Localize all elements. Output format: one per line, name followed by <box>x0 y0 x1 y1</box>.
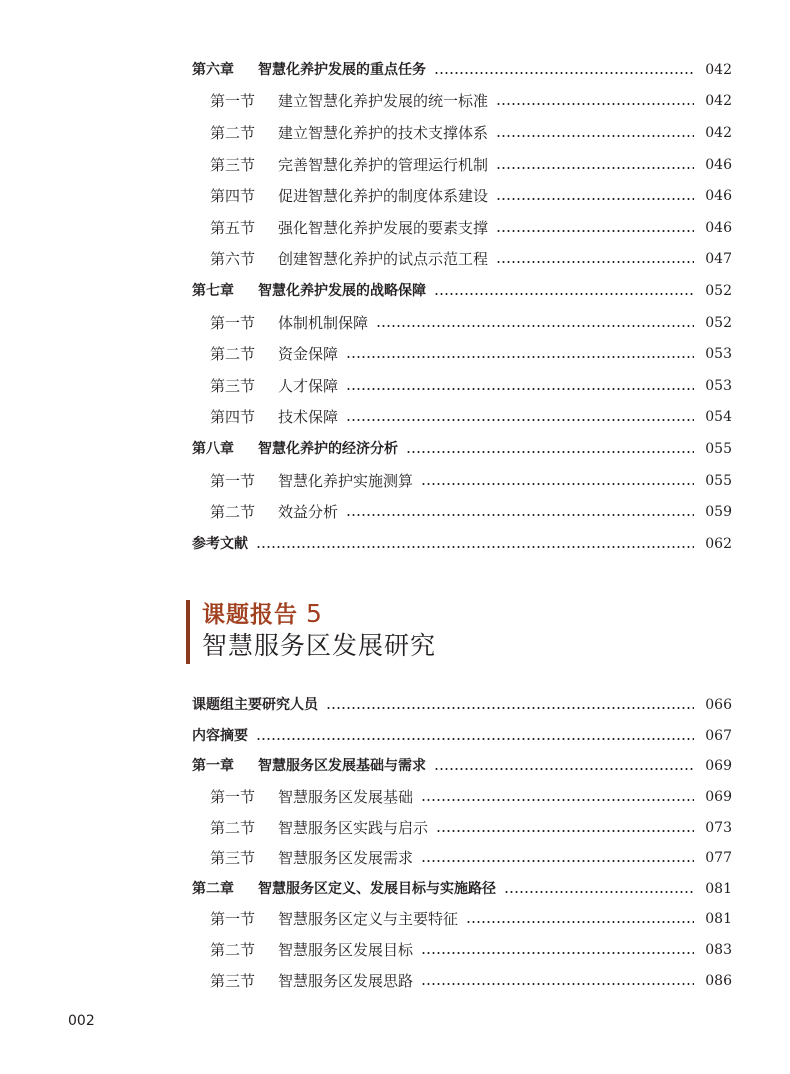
toc-chapter-row <box>192 54 732 86</box>
toc-leader-dots <box>346 419 694 421</box>
toc-entry-title: 智慧服务区定义与主要特征 <box>278 910 459 929</box>
toc-entry-page: 042 <box>705 93 732 110</box>
toc-entry-number: 第一节 <box>210 92 256 111</box>
toc-section-row <box>192 180 732 212</box>
toc-entry-page: 053 <box>705 377 732 394</box>
toc-chapter-row <box>192 275 732 307</box>
toc-entry-number: 第三节 <box>210 971 256 990</box>
toc-entry-page: 081 <box>705 880 732 897</box>
toc-entry-page: 053 <box>705 346 732 363</box>
toc-entry-page: 042 <box>705 61 732 78</box>
toc-entry-title: 强化智慧化养护发展的要素支撑 <box>278 218 489 237</box>
toc-entry-number: 第三节 <box>210 376 256 395</box>
toc-entry-number: 第二节 <box>210 503 256 522</box>
toc-plain-row <box>192 528 732 560</box>
toc-chapter-row <box>192 433 732 465</box>
toc-leader-dots <box>496 261 694 263</box>
toc-entry-title: 效益分析 <box>278 503 339 522</box>
toc-leader-dots <box>346 514 694 516</box>
toc-entry-page: 046 <box>705 156 732 173</box>
toc-entry-title: 智慧服务区实践与启示 <box>278 818 429 837</box>
toc-leader-dots <box>434 293 694 295</box>
toc-leader-dots <box>256 546 694 548</box>
toc-section-row <box>192 843 732 874</box>
toc-section-row <box>192 212 732 244</box>
report-label <box>202 600 436 629</box>
toc-entry-title: 智慧化养护的经济分析 <box>258 440 398 457</box>
toc-entry-title: 智慧服务区发展思路 <box>278 971 414 990</box>
toc-entry-title: 促进智慧化养护的制度体系建设 <box>278 187 489 206</box>
toc-entry-page: 077 <box>705 850 732 867</box>
toc-entry-title: 建立智慧化养护的技术支撑体系 <box>278 123 489 142</box>
toc-leader-dots <box>434 72 694 74</box>
toc-entry-page: 083 <box>705 942 732 959</box>
toc-chapter-row <box>192 751 732 782</box>
toc-leader-dots <box>421 983 694 985</box>
toc-plain-row <box>192 690 732 721</box>
toc-entry-number: 第一节 <box>210 471 256 490</box>
toc-entry-number: 第二节 <box>210 345 256 364</box>
toc-section-row <box>192 86 732 118</box>
toc-leader-dots <box>421 483 694 485</box>
toc-leader-dots <box>421 860 694 862</box>
toc-leader-dots <box>504 891 694 893</box>
toc-leader-dots <box>496 167 694 169</box>
toc-entry-title: 智慧服务区发展需求 <box>278 849 414 868</box>
toc-entry-title: 参考文献 <box>192 535 248 552</box>
toc-entry-number: 第六节 <box>210 250 256 269</box>
toc-entry-page: 055 <box>705 472 732 489</box>
toc-plain-row <box>192 721 732 752</box>
toc-entry-title: 创建智慧化养护的试点示范工程 <box>278 250 489 269</box>
toc-entry-page: 042 <box>705 124 732 141</box>
toc-leader-dots <box>496 198 694 200</box>
toc-leader-dots <box>436 830 694 832</box>
toc-entry-page: 069 <box>705 758 732 775</box>
toc-leader-dots <box>434 768 694 770</box>
toc-entry-number: 第四节 <box>210 408 256 427</box>
toc-leader-dots <box>346 388 694 390</box>
toc-leader-dots <box>256 738 694 740</box>
toc-leader-dots <box>496 230 694 232</box>
toc-leader-dots <box>496 135 694 137</box>
toc-section-row <box>192 307 732 339</box>
toc-entry-page: 073 <box>705 819 732 836</box>
toc-entry-number: 第一节 <box>210 313 256 332</box>
toc-entry-number: 第六章 <box>192 61 234 78</box>
toc-leader-dots <box>346 356 694 358</box>
toc-entry-page: 066 <box>705 697 732 714</box>
toc-entry-page: 055 <box>705 440 732 457</box>
toc-section-row <box>192 965 732 996</box>
toc-entry-number: 第一节 <box>210 910 256 929</box>
report-label-text: 课题报告 <box>202 602 298 628</box>
toc-entry-title: 资金保障 <box>278 345 339 364</box>
toc-bottom <box>192 690 732 996</box>
toc-entry-title: 智慧服务区发展基础与需求 <box>258 758 426 775</box>
toc-leader-dots <box>406 451 694 453</box>
report-number: 5 <box>306 599 323 628</box>
toc-entry-title: 智慧服务区发展基础 <box>278 788 414 807</box>
toc-entry-page: 052 <box>705 314 732 331</box>
toc-chapter-row <box>192 874 732 905</box>
toc-leader-dots <box>421 799 694 801</box>
toc-section-row <box>192 149 732 181</box>
toc-entry-page: 054 <box>705 409 732 426</box>
toc-entry-number: 第二节 <box>210 818 256 837</box>
toc-section-row <box>192 496 732 528</box>
toc-entry-number: 第八章 <box>192 440 234 457</box>
toc-entry-title: 人才保障 <box>278 376 339 395</box>
toc-entry-page: 069 <box>705 789 732 806</box>
report-title: 智慧服务区发展研究 <box>202 631 437 660</box>
toc-entry-number: 第七章 <box>192 282 234 299</box>
toc-entry-title: 完善智慧化养护的管理运行机制 <box>278 155 489 174</box>
toc-section-row <box>192 465 732 497</box>
toc-entry-number: 第一节 <box>210 788 256 807</box>
toc-section-row <box>192 338 732 370</box>
toc-entry-title: 智慧服务区发展目标 <box>278 941 414 960</box>
toc-section-row <box>192 935 732 966</box>
toc-entry-number: 第三节 <box>210 155 256 174</box>
page-number: 002 <box>68 1013 95 1029</box>
toc-entry-title: 智慧化养护实施测算 <box>278 471 414 490</box>
toc-entry-page: 046 <box>705 219 732 236</box>
toc-entry-number: 第三节 <box>210 849 256 868</box>
toc-entry-number: 第四节 <box>210 187 256 206</box>
toc-entry-title: 技术保障 <box>278 408 339 427</box>
toc-entry-page: 067 <box>705 727 732 744</box>
toc-entry-title: 智慧服务区定义、发展目标与实施路径 <box>258 880 496 897</box>
toc-entry-page: 059 <box>705 504 732 521</box>
toc-top <box>192 54 732 560</box>
toc-section-row <box>192 117 732 149</box>
toc-section-row <box>192 370 732 402</box>
toc-entry-title: 智慧化养护发展的战略保障 <box>258 282 426 299</box>
toc-entry-title: 智慧化养护发展的重点任务 <box>258 61 426 78</box>
toc-entry-page: 046 <box>705 188 732 205</box>
toc-entry-title: 课题组主要研究人员 <box>192 697 318 714</box>
toc-section-row <box>192 812 732 843</box>
toc-leader-dots <box>326 707 694 709</box>
toc-entry-number: 第二章 <box>192 880 234 897</box>
toc-section-row <box>192 402 732 434</box>
toc-entry-page: 081 <box>705 911 732 928</box>
toc-entry-title: 体制机制保障 <box>278 313 369 332</box>
toc-entry-number: 第一章 <box>192 758 234 775</box>
report-header <box>186 600 436 664</box>
toc-leader-dots <box>466 921 694 923</box>
toc-entry-number: 第二节 <box>210 123 256 142</box>
toc-leader-dots <box>376 325 694 327</box>
toc-section-row <box>192 904 732 935</box>
toc-section-row <box>192 782 732 813</box>
toc-leader-dots <box>496 103 694 105</box>
toc-entry-page: 086 <box>705 972 732 989</box>
toc-entry-page: 047 <box>705 251 732 268</box>
toc-section-row <box>192 244 732 276</box>
toc-entry-number: 第二节 <box>210 941 256 960</box>
toc-entry-page: 052 <box>705 282 732 299</box>
toc-leader-dots <box>421 952 694 954</box>
toc-entry-title: 内容摘要 <box>192 727 248 744</box>
toc-entry-title: 建立智慧化养护发展的统一标准 <box>278 92 489 111</box>
toc-entry-number: 第五节 <box>210 218 256 237</box>
toc-entry-page: 062 <box>705 535 732 552</box>
